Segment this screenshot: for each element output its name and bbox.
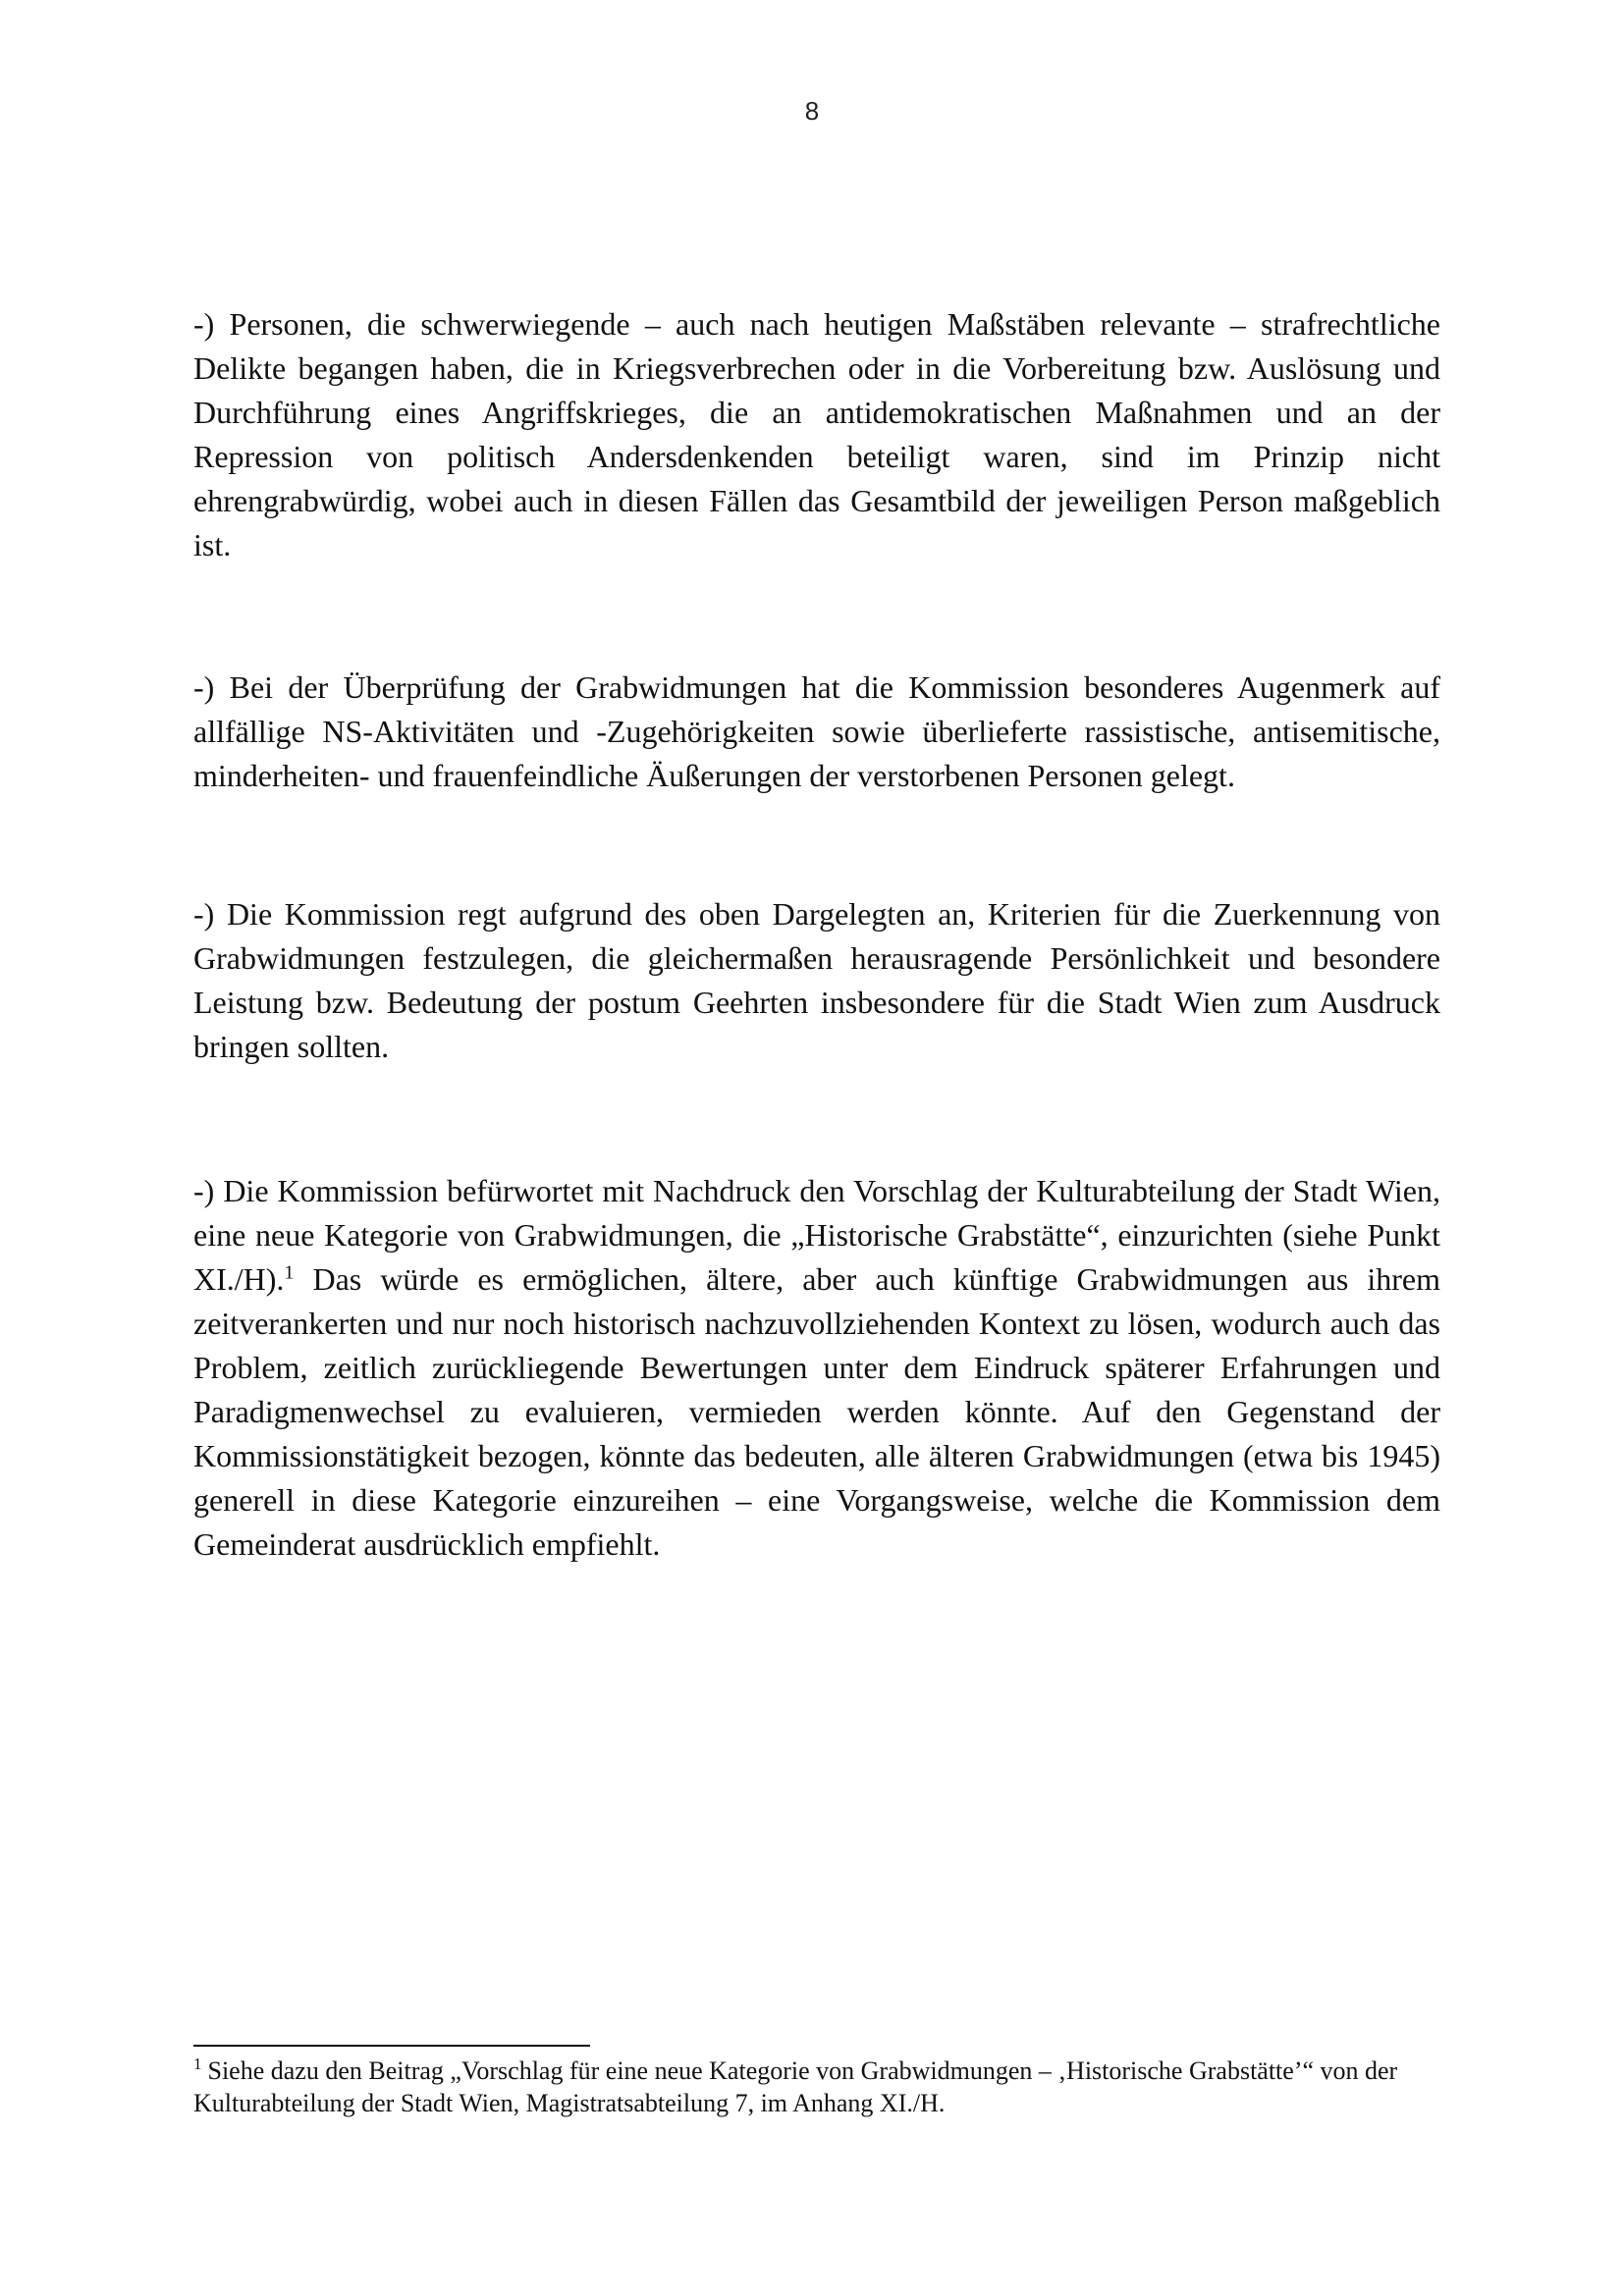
footnote <box>193 2055 1440 2119</box>
footnote-reference[interactable]: 1 <box>284 1261 295 1284</box>
paragraph-criteria-proposal: -) Die Kommission regt aufgrund des oben Dargelegten an, Kriterien für die Zuerkennung von Grabwidmungen festzulegen, die gleichermaßen herausragende Persönlichkeit und besondere Leistung bzw. Bedeutung der postum Geehrten insbesondere für die Stadt Wien zum Ausdruck bringen sollten. <box>193 896 1440 1064</box>
paragraph-criminal-offenses: -) Personen, die schwerwiegende – auch nach heutigen Maßstäben relevante – strafrechtliche Delikte begangen haben, die in Kriegsverbrechen oder in die Vorbereitung bzw. Auslösung und Durchführung eines Angriffskrieges, die an antidemokratischen Maßnahmen und an der Repression von politisch Andersdenkenden beteiligt waren, sind im Prinzip nicht ehrengrabwürdig, wobei auch in diesen Fällen das Gesamtbild der jeweiligen Person maßgeblich ist. <box>193 306 1440 562</box>
footnote-mark: 1 <box>193 2055 202 2074</box>
paragraph-text-before-note: -) Die Kommission befürwortet mit Nachdruck den Vorschlag der Kulturabteilung der Stadt Wien, eine neue Kategorie von Grabwidmungen, die „Historische Grabstätte“, einzurichten (siehe Punkt XI./H). <box>193 1173 1440 1297</box>
paragraph-text-after-note: Das würde es ermöglichen, ältere, aber auch künftige Grabwidmungen aus ihrem zeitverankerten und nur noch historisch nachzuvollziehenden Kontext zu lösen, wodurch auch das Problem, zeitlich zurückliegende Bewertungen unter dem Eindruck späterer Erfahrungen und Paradigmenwechsel zu evaluieren, vermieden werden könnte. Auf den Gegenstand der Kommissionstätigkeit bezogen, könnte das bedeuten, alle älteren Grabwidmungen (etwa bis 1945) generell in diese Kategorie einzureihen – eine Vorgangsweise, welche die Kommission dem Gemeinderat ausdrücklich empfiehlt. <box>193 1261 1440 1562</box>
footnote-separator <box>193 2045 590 2047</box>
footnote-text: Siehe dazu den Beitrag „Vorschlag für eine neue Kategorie von Grabwidmungen – ‚Historische Grabstätte’“ von der Kulturabteilung der Stadt Wien, Magistratsabteilung 7, im Anhang XI./H. <box>193 2056 1398 2117</box>
paragraph-review-focus: -) Bei der Überprüfung der Grabwidmungen hat die Kommission besonderes Augenmerk auf allfällige NS-Aktivitäten und -Zugehörigkeiten sowie überlieferte rassistische, antisemitische, minderheiten- und frauenfeindliche Äußerungen der verstorbenen Personen gelegt. <box>193 669 1440 793</box>
page-number: 8 <box>804 96 820 126</box>
paragraph-historic-grave-category <box>193 1169 1440 1567</box>
